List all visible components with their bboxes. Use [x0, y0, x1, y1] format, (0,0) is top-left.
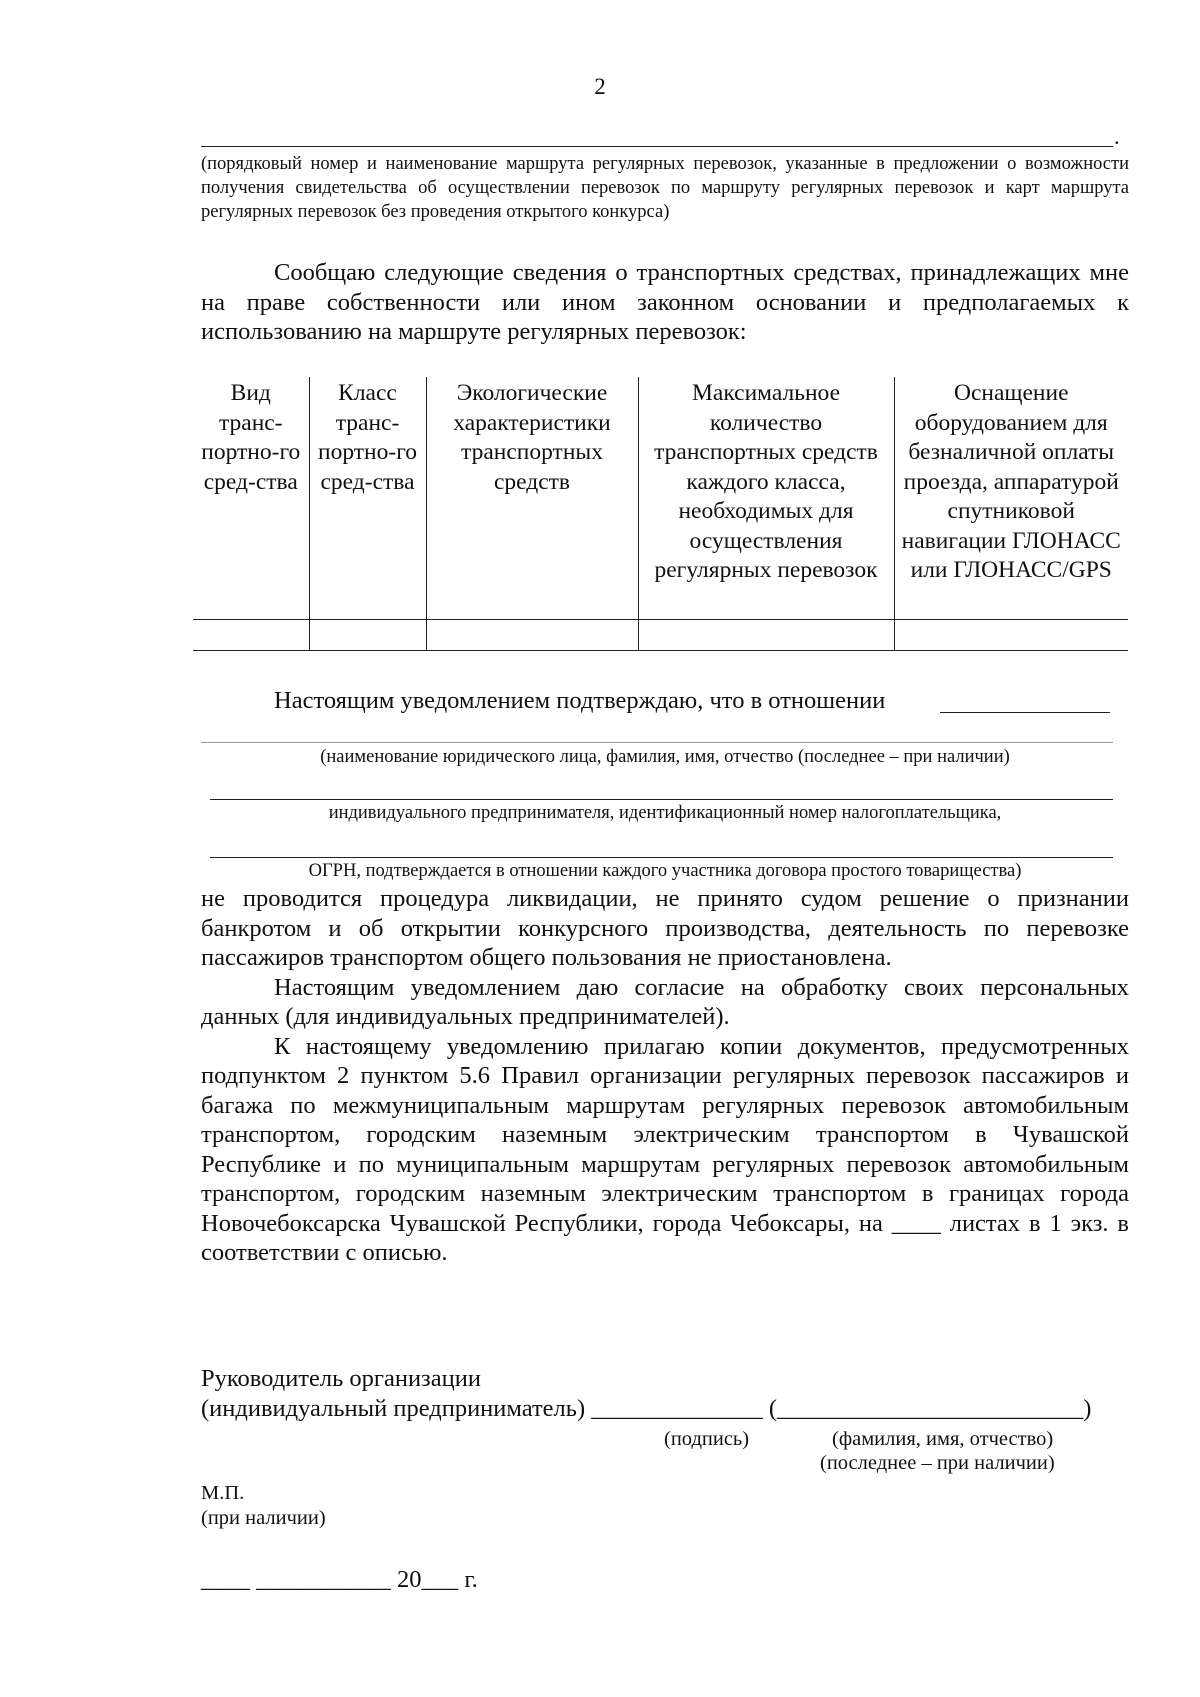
attachments-paragraph: К настоящему уведомлению прилагаю копии документов, предусмотренных подпунктом 2 пунктом 5.6 Правил организации регулярных перевозок пассажиров и багажа по межмуниципальным маршрутам регулярных перевозок автомобильным транспортом, городским наземным электрическим транспортом в Чувашской Республике и по муниципальным маршрутам регулярных перевозок автомобильным транспортом, городским наземным электрическим транспортом в границах города Новочебоксарска Чувашской Республики, города Чебоксары, на ____ листах в 1 экз. в соответствии с описью. [201, 1032, 1129, 1266]
table-header-row [193, 377, 1128, 620]
vehicles-table [193, 377, 1128, 651]
entity-fill-line-2[interactable] [201, 742, 1113, 743]
main-paragraphs [201, 884, 1129, 1268]
signature-caption: (подпись) [664, 1428, 750, 1450]
header-vehicle-class: Класс транс-портно-го сред-ства [309, 377, 426, 620]
route-line-period: . [1114, 124, 1120, 149]
table-cell[interactable] [638, 620, 894, 651]
header-equipment: Оснащение оборудованием для безналичной оплаты проезда, аппаратурой спутниковой навигации ГЛОНАСС или ГЛОНАСС/GPS [894, 377, 1128, 620]
date-line[interactable]: ____ ___________ 20___ г. [201, 1566, 478, 1593]
signatory-role-line2: (индивидуальный предприниматель) ______________ (_________________________) [201, 1395, 1092, 1422]
entity-fill-line-3[interactable] [210, 799, 1113, 800]
caption-entity: (наименование юридического лица, фамилия, имя, отчество (последнее – при наличии) [320, 747, 1010, 767]
confirmation-lead: Настоящим уведомлением подтверждаю, что в отношении [274, 687, 886, 714]
route-caption: (порядковый номер и наименование маршрута регулярных перевозок, указанные в предложении о возможности получения свидетельства об осуществлении перевозок по маршруту регулярных перевозок и карт маршрута регулярных перевозок без проведения открытого конкурса) [201, 154, 1129, 222]
caption-ogrn: ОГРН, подтверждается в отношении каждого участника договора простого товарищества) [308, 861, 1022, 881]
entity-fill-line-4[interactable] [210, 857, 1113, 858]
name-caption-line2: (последнее – при наличии) [820, 1452, 1055, 1474]
confirmation-tail: не проводится процедура ликвидации, не принято судом решение о признании банкротом и об открытии конкурсного производства, деятельность по перевозке пассажиров транспортом общего пользования не приостановлена. [201, 885, 1129, 971]
header-ecological: Экологические характеристики транспортных средств [426, 377, 638, 620]
entity-fill-line-1[interactable] [940, 712, 1110, 713]
table-cell[interactable] [894, 620, 1128, 651]
table-cell[interactable] [426, 620, 638, 651]
table-row [193, 620, 1128, 651]
route-fill-line[interactable] [201, 146, 1113, 147]
stamp-caption: (при наличии) [201, 1507, 326, 1529]
header-max-count: Максимальное количество транспортных средств каждого класса, необходимых для осуществления регулярных перевозок [638, 377, 894, 620]
table-cell[interactable] [309, 620, 426, 651]
caption-ip: индивидуального предпринимателя, идентификационный номер налогоплательщика, [328, 803, 1002, 823]
intro-paragraph [201, 258, 1129, 347]
name-caption-line1: (фамилия, имя, отчество) [832, 1428, 1054, 1450]
header-vehicle-type: Вид транс-портно-го сред-ства [193, 377, 309, 620]
table-cell[interactable] [193, 620, 309, 651]
stamp-label: М.П. [201, 1482, 245, 1504]
signatory-role-line1: Руководитель организации [201, 1365, 481, 1392]
intro-text: Сообщаю следующие сведения о транспортных средствах, принадлежащих мне на праве собственности или ином законном основании и предполагаемых к использованию на маршруте регулярных перевозок: [201, 259, 1129, 345]
consent-paragraph: Настоящим уведомлением даю согласие на обработку своих персональных данных (для индивидуальных предпринимателей). [201, 973, 1129, 1030]
page-number: 2 [594, 74, 606, 99]
